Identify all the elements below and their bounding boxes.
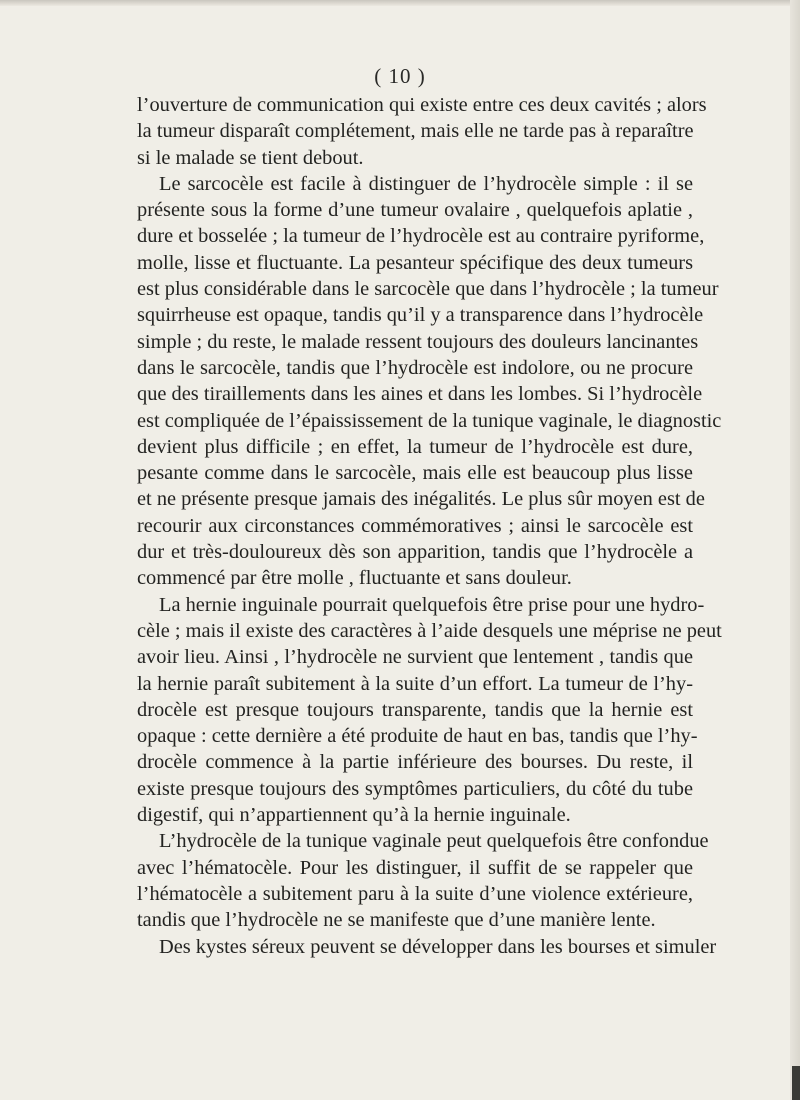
text-line: présente sous la forme d’une tumeur ovalaire , quelquefois aplatie , [137, 199, 693, 222]
text-line: opaque : cette dernière a été produite de haut en bas, tandis que l’hy- [137, 725, 698, 748]
text-line: tandis que l’hydrocèle ne se manifeste que d’une manière lente. [137, 909, 656, 932]
text-line: La hernie inguinale pourrait quelquefois être prise pour une hydro- [159, 593, 705, 616]
text-line: simple ; du reste, le malade ressent toujours des douleurs lancinantes [137, 330, 699, 353]
text-line: est compliquée de l’épaississement de la tunique vaginale, le diagnostic [137, 409, 722, 432]
text-line: L’hydrocèle de la tunique vaginale peut quelquefois être confondue [159, 830, 709, 853]
text-line: dur et très-douloureux dès son apparition, tandis que l’hydrocèle a [137, 541, 693, 564]
text-line: la hernie paraît subitement à la suite d’un effort. La tumeur de l’hy- [137, 672, 693, 695]
text-line: drocèle est presque toujours transparente, tandis que la hernie est [137, 698, 693, 721]
text-line: avoir lieu. Ainsi , l’hydrocèle ne survient que lentement , tandis que [137, 646, 693, 669]
text-line: que des tiraillements dans les aines et dans les lombes. Si l’hydrocèle [137, 383, 703, 406]
text-line: l’hématocèle a subitement paru à la suite d’une violence extérieure, [137, 882, 693, 905]
text-line: existe presque toujours des symptômes particuliers, du côté du tube [137, 777, 693, 800]
text-line: est plus considérable dans le sarcocèle que dans l’hydrocèle ; la tumeur [137, 278, 719, 301]
text-line: la tumeur disparaît complétement, mais elle ne tarde pas à reparaître [137, 120, 694, 143]
text-line: si le malade se tient debout. [137, 146, 364, 169]
body-text [137, 92, 722, 960]
text-line: avec l’hématocèle. Pour les distinguer, il suffit de se rappeler que [137, 856, 693, 879]
text-line: molle, lisse et fluctuante. La pesanteur spécifique des deux tumeurs [137, 251, 693, 274]
text-line: commencé par être molle , fluctuante et sans douleur. [137, 567, 572, 590]
scan-corner-mark [792, 1066, 800, 1100]
text-line: cèle ; mais il existe des caractères à l’aide desquels une méprise ne peut [137, 619, 722, 642]
text-line: Le sarcocèle est facile à distinguer de l’hydrocèle simple : il se [159, 172, 693, 195]
text-line: pesante comme dans le sarcocèle, mais elle est beaucoup plus lisse [137, 462, 693, 485]
page-number: ( 10 ) [374, 64, 426, 88]
page-right-edge [790, 0, 800, 1100]
text-line: dure et bosselée ; la tumeur de l’hydrocèle est au contraire pyriforme, [137, 225, 705, 248]
page-top-edge [0, 0, 800, 6]
text-line: digestif, qui n’appartiennent qu’à la hernie inguinale. [137, 804, 571, 827]
text-line: et ne présente presque jamais des inégalités. Le plus sûr moyen est de [137, 488, 705, 511]
text-line: devient plus difficile ; en effet, la tumeur de l’hydrocèle est dure, [137, 435, 693, 458]
text-line: recourir aux circonstances commémoratives ; ainsi le sarcocèle est [137, 514, 693, 537]
text-line: drocèle commence à la partie inférieure des bourses. Du reste, il [137, 751, 693, 774]
text-line: l’ouverture de communication qui existe entre ces deux cavités ; alors [137, 94, 707, 116]
text-line: squirrheuse est opaque, tandis qu’il y a transparence dans l’hydrocèle [137, 304, 704, 327]
text-line: Des kystes séreux peuvent se développer dans les bourses et simuler [159, 935, 717, 958]
text-line: dans le sarcocèle, tandis que l’hydrocèle est indolore, ou ne procure [137, 356, 693, 379]
